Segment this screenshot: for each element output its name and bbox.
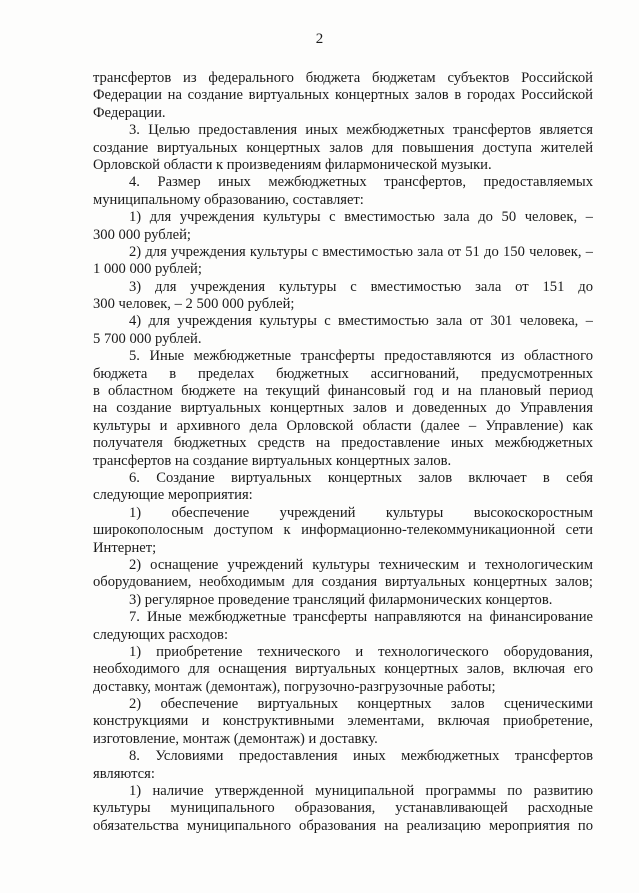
text-line: конструкциями и конструктивными элементами, включая приобретение, [93, 713, 593, 730]
text-line: 3) регулярное проведение трансляций филармонических концертов. [129, 591, 553, 608]
text-line: оборудованием, необходимым для создания виртуальных концертных залов; [93, 574, 593, 591]
document-body [93, 70, 593, 835]
text-line: 3) для учреждения культуры с вместимостью зала от 151 до [129, 278, 593, 295]
text-line: являются: [93, 765, 155, 782]
text-line: трансфертов из федерального бюджета бюджетам субъектов Российской [93, 70, 593, 86]
text-line: 8. Условиями предоставления иных межбюджетных трансфертов [129, 748, 593, 765]
text-line: создание виртуальных концертных залов для повышения доступа жителей [93, 139, 593, 156]
text-line: бюджета в пределах бюджетных ассигнований, предусмотренных [93, 365, 593, 382]
text-line: 1 000 000 рублей; [93, 261, 202, 278]
text-line: изготовление, монтаж (демонтаж) и доставку. [93, 730, 378, 747]
text-line: 1) обеспечение учреждений культуры высокоскоростным [129, 504, 593, 521]
text-line: доставку, монтаж (демонтаж), погрузочно-разгрузочные работы; [93, 678, 496, 695]
text-line: широкополосным доступом к информационно-телекоммуникационной сети [93, 522, 593, 539]
text-line: следующие мероприятия: [93, 487, 253, 504]
text-line: 300 человек, – 2 500 000 рублей; [93, 296, 295, 313]
text-line: обязательства муниципального образования на реализацию мероприятия по [93, 817, 593, 834]
page-number: 2 [315, 31, 324, 47]
text-line: получателя бюджетных средств на предоставление иных межбюджетных [93, 435, 593, 452]
text-line: 5 700 000 рублей. [93, 330, 202, 347]
text-line: необходимого для оснащения виртуальных концертных залов, включая его [93, 661, 593, 678]
text-line: культуры и архивного дела Орловской области (далее – Управление) как [93, 417, 593, 434]
text-line: 5. Иные межбюджетные трансферты предоставляются из областного [129, 348, 593, 365]
text-line: Орловской области к произведениям филармонической музыки. [93, 156, 492, 173]
text-line: 4. Размер иных межбюджетных трансфертов, предоставляемых [129, 174, 593, 191]
text-line: 1) наличие утвержденной муниципальной программы по развитию [129, 783, 593, 800]
text-line: 4) для учреждения культуры с вместимостью зала от 301 человека, – [129, 313, 593, 330]
text-line: 300 000 рублей; [93, 226, 191, 243]
text-line: следующих расходов: [93, 626, 229, 643]
text-line: 3. Целью предоставления иных межбюджетных трансфертов является [129, 122, 593, 139]
text-line: 2) обеспечение виртуальных концертных залов сценическими [129, 696, 593, 713]
text-line: Федерации. [93, 104, 166, 121]
text-line: 6. Создание виртуальных концертных залов включает в себя [129, 469, 593, 486]
text-line: на создание виртуальных концертных залов и доведенных до Управления [93, 400, 593, 417]
text-line: муниципальному образованию, составляет: [93, 191, 364, 208]
text-line: 2) оснащение учреждений культуры техническим и технологическим [129, 556, 593, 573]
text-line: культуры муниципального образования, устанавливающей расходные [93, 800, 593, 817]
text-line: Федерации на создание виртуальных концертных залов в городах Российской [93, 87, 593, 104]
text-line: трансфертов на создание виртуальных концертных залов. [93, 452, 452, 469]
text-line: 7. Иные межбюджетные трансферты направляются на финансирование [129, 609, 593, 626]
text-line: Интернет; [93, 539, 157, 556]
text-line: 2) для учреждения культуры с вместимостью зала от 51 до 150 человек, – [129, 243, 593, 260]
text-line: 1) приобретение технического и технологического оборудования, [129, 643, 593, 660]
text-line: 1) для учреждения культуры с вместимостью зала до 50 человек, – [129, 209, 593, 226]
text-line: в областном бюджете на текущий финансовый год и на плановый период [93, 383, 593, 400]
